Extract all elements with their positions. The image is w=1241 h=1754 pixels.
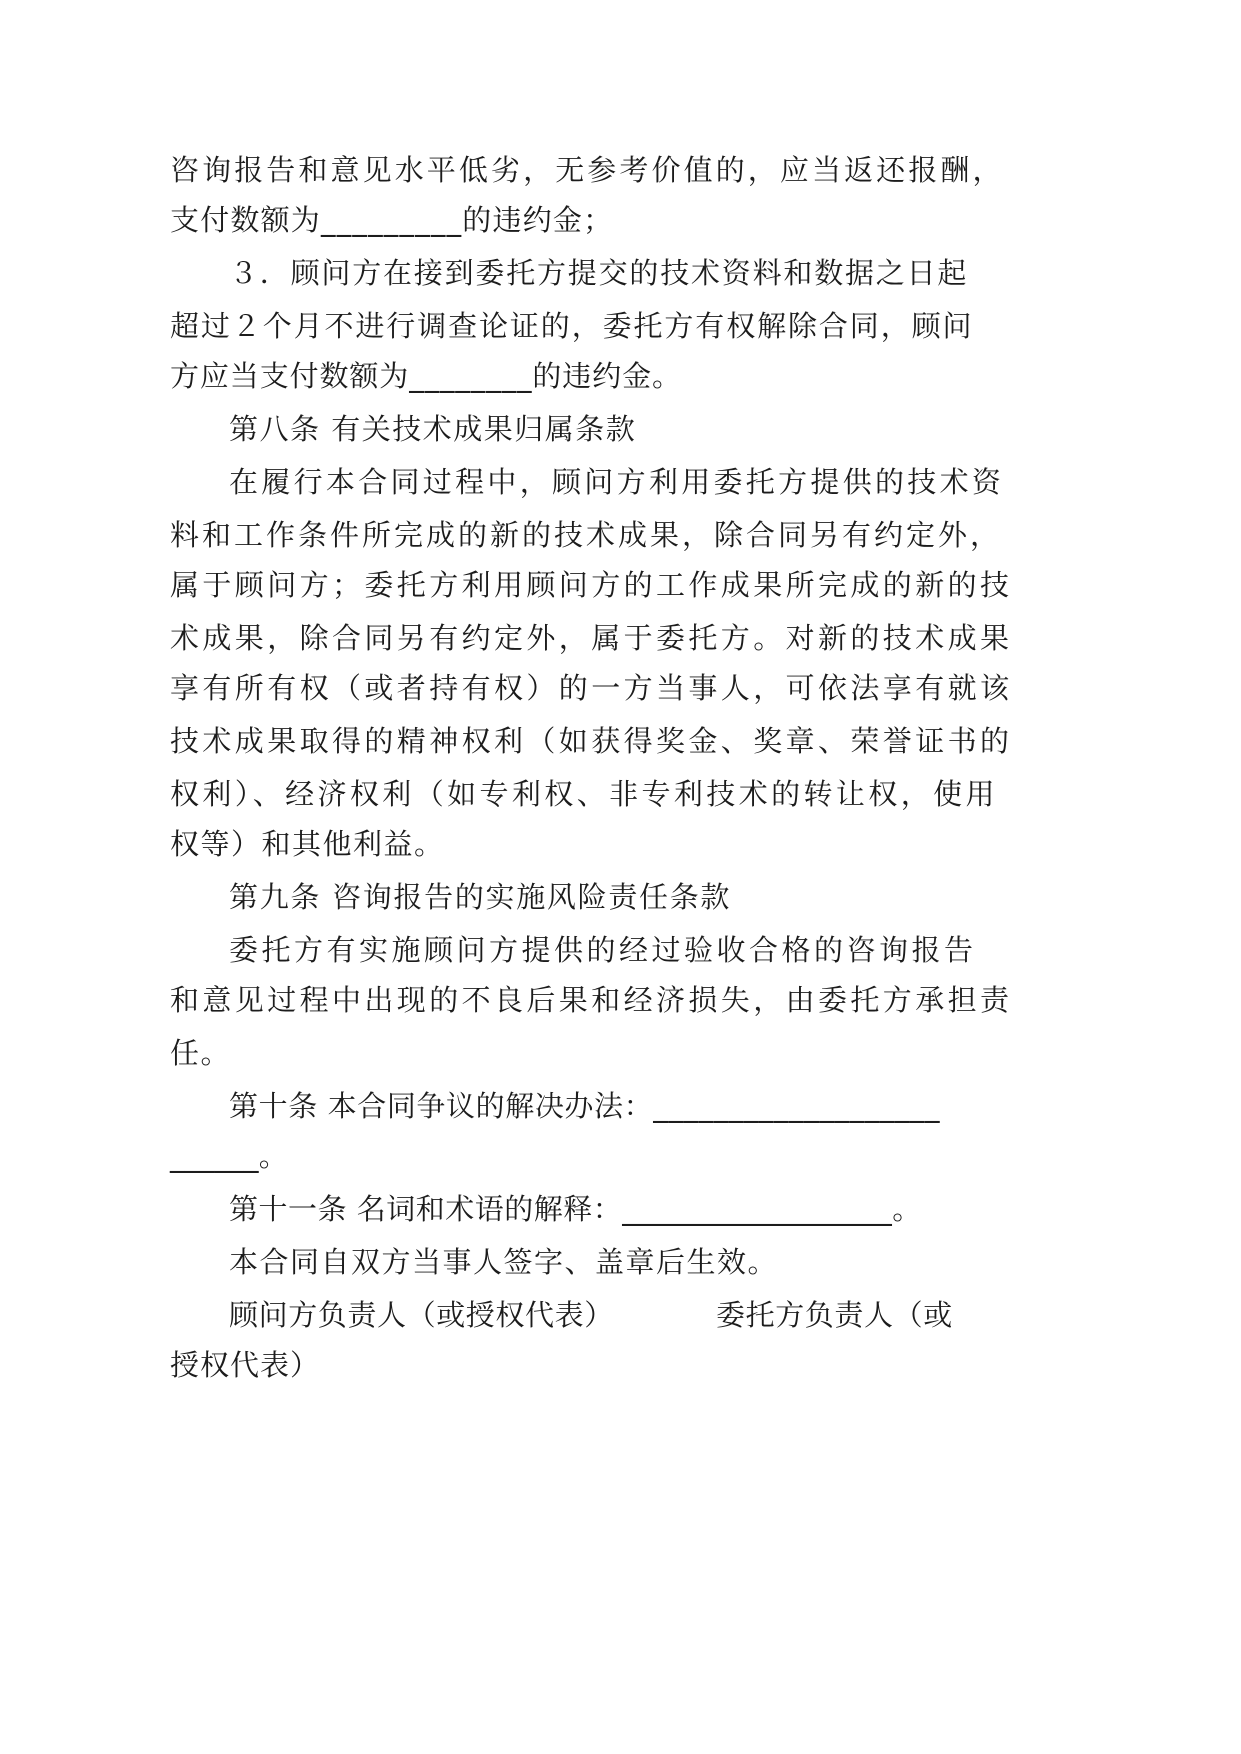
- section-heading-9: 第九条 咨询报告的实施风险责任条款: [229, 880, 732, 914]
- text-line-5: 方应当支付数额为________的违约金。: [170, 359, 682, 393]
- text-line-10: 术成果，除合同另有约定外，属于委托方。对新的技术成果: [170, 621, 1013, 655]
- section-heading-8: 第八条 有关技术成果归属条款: [229, 412, 637, 446]
- text-line-9: 属于顾问方；委托方利用顾问方的工作成果所完成的新的技: [170, 568, 1013, 602]
- text-line-22: 本合同自双方当事人签字、盖章后生效。: [229, 1245, 779, 1279]
- text-line-2: 支付数额为_________的违约金；: [170, 203, 614, 237]
- section-heading-11: 第十一条 名词和术语的解释：__________________。: [229, 1192, 922, 1226]
- text-line-12: 技术成果取得的精神权利（如获得奖金、奖章、荣誉证书的: [170, 724, 1013, 758]
- text-line-7: 在履行本合同过程中，顾问方利用委托方提供的技术资: [229, 465, 1005, 499]
- signature-label-consultant: 顾问方负责人（或授权代表）: [229, 1298, 614, 1332]
- text-line-11: 享有所有权（或者持有权）的一方当事人，可依法享有就该: [170, 671, 1013, 705]
- signature-label-client: 委托方负责人（或: [716, 1298, 953, 1332]
- text-line-17: 和意见过程中出现的不良后果和经济损失，由委托方承担责: [170, 983, 1013, 1017]
- signature-label-client-cont: 授权代表）: [170, 1348, 321, 1382]
- text-line-3: ３．顾问方在接到委托方提交的技术资料和数据之日起: [229, 256, 969, 290]
- text-line-20: ______。: [170, 1139, 289, 1173]
- section-heading-10: 第十条 本合同争议的解决办法：___________________: [229, 1089, 941, 1123]
- text-line-14: 权等）和其他利益。: [170, 827, 445, 861]
- text-line-1: 咨询报告和意见水平低劣，无参考价值的，应当返还报酬，: [170, 153, 1005, 187]
- text-line-4: 超过２个月不进行调查论证的，委托方有权解除合同，顾问: [170, 309, 974, 343]
- text-line-13: 权利）、经济权利（如专利权、非专利技术的转让权，使用: [170, 777, 998, 811]
- text-line-18: 任。: [170, 1036, 232, 1070]
- text-line-8: 料和工作条件所完成的新的技术成果，除合同另有约定外，: [170, 518, 1003, 552]
- text-line-16: 委托方有实施顾问方提供的经过验收合格的咨询报告: [229, 933, 977, 967]
